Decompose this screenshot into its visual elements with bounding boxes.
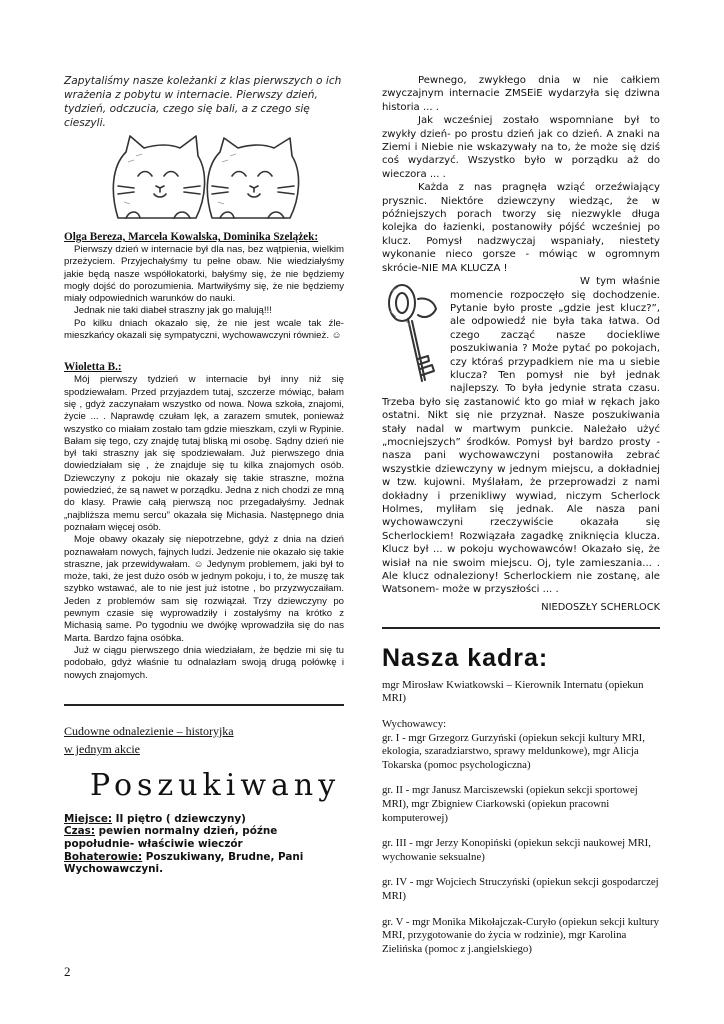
- meta-value: II piętro ( dziewczyny): [112, 812, 246, 825]
- staff-section: [382, 643, 660, 957]
- section-first-day: [64, 230, 344, 342]
- section-2-paragraph: Już w ciągu pierwszego dnia wiedziałam, że będzie mi się tu podobało, gdyż właśnie tu odnalazłam swoją drugą połówkę i nowych znajomych.: [64, 644, 344, 681]
- left-column: [64, 74, 344, 876]
- section-1-paragraph: Pierwszy dzień w internacie był dla nas, bez wątpienia, wielkim przeżyciem. Przyjechałyśmy tu pełne obaw. Nie wiedziałyśmy jakie będą nasze współlokatorki, bałyśmy się, że nie będziemy mogły dojść do porozumienia. Martwiłyśmy się, że nie będziemy miały odpowiednich warunków do nauki.: [64, 244, 344, 305]
- staff-group: gr. IV - mgr Wojciech Struczyński (opiekun sekcji gospodarczej MRI): [382, 876, 659, 902]
- intro-text: Zapytaliśmy nasze koleżanki z klas pierwszych o ich wrażenia z pobytu w internacie. Pierwszy dzień, tydzień, odczucia, czego się bali, a z czego się cieszyli.: [64, 75, 342, 129]
- staff-group: gr. III - mgr Jerzy Konopiński (opiekun sekcji naukowej MRI, wychowanie seksualne): [382, 837, 651, 863]
- story-paragraph: Pewnego, zwykłego dnia w nie całkiem zwyczajnym internacie ZMSEiE wydarzyła się dziwna historia ... .: [382, 75, 660, 113]
- column-divider: [382, 627, 660, 629]
- story-header: [64, 722, 344, 803]
- meta-key: Czas:: [64, 825, 96, 838]
- staff-group: gr. I - mgr Grzegorz Gurzyński (opiekun sekcji kultury MRI, ekologia, szaradziarstwo, sprawy meldunkowe), mgr Alicja Tokarska (pomoc psychologiczna): [382, 731, 645, 771]
- story-meta: [64, 813, 344, 876]
- story-signature: NIEDOSZŁY SCHERLOCK: [541, 601, 660, 613]
- meta-value: pewien normalny dzień, późne popołudnie- właściwie wieczór: [64, 825, 278, 850]
- section-first-week: [64, 360, 344, 681]
- meta-value: Poszukiwany, Brudne, Pani Wychowawczyni.: [64, 850, 304, 876]
- meta-line: [64, 813, 344, 826]
- key-drawing-icon: [382, 277, 442, 395]
- staff-head: mgr Mirosław Kwiatkowski – Kierownik Internatu (opiekun MRI): [382, 678, 644, 705]
- meta-line: [64, 851, 344, 876]
- meta-key: Miejsce:: [64, 812, 113, 825]
- staff-label: Wychowawcy:: [382, 718, 447, 731]
- story-subtitle-line-1: Cudowne odnalezienie – historyjka: [64, 723, 234, 738]
- cats-drawing-icon: [104, 132, 304, 228]
- section-1-paragraph: Jednak nie taki diabeł straszny jak go malują!!!: [74, 305, 272, 317]
- staff-group: gr. V - mgr Monika Mikołajczak-Curyło (opiekun sekcji kultury MRI, przygotowanie do życia w rodzinie), mgr Karolina Zielińska (pomoc z j.angielskiego): [382, 915, 659, 955]
- staff-title: Nasza kadra:: [382, 643, 549, 672]
- page-number: 2: [64, 964, 71, 979]
- meta-line: [64, 825, 344, 850]
- column-divider: [64, 704, 344, 706]
- meta-key: Bohaterowie:: [64, 850, 143, 863]
- right-column: [382, 74, 660, 956]
- story-subtitle-line-2: w jednym akcie: [64, 741, 140, 756]
- story-paragraph: W tym właśnie momencie rozpoczęło się dochodzenie. Pytanie było proste „gdzie jest klucz?”, ale odpowiedź nie była taka łatwa. Od czego zacząć nasze dociekliwe poszukiwania ? Może pytać po pokojach, czy któraś przypadkiem nie ma u siebie klucza? Ten pomysł nie był jednak najlepszy. To była jedynie strata czasu. Trzeba było się zastanowić kto go miał w rękach jako ostatni. Nikt się nie przyznał. Nasze poszukiwania stały nadal w martwym punkcie. Należało użyć „mocniejszych” środków. Pomysł był bardzo prosty - nasza pani wychowawczyni postanowiła zebrać wszystkie dziewczyny w jednym miejscu, a dokładniej w tzw. kujowni. Myślałam, że przeprowadzi z nami dokładny i przenikliwy wywiad, niczym Scherlock Holmes, myliłam się jednak. Ale nasza pani wychowawczyni rzeczywiście okazała się Scherlockiem! Rozwiązała zagadkę zniknięcia klucza. Klucz był ... w pokoju wychowawców! Okazało się, że wisiał na nie swoim miejscu. Oj, tyle zamieszania... . Ale klucz odnaleziony! Scherlockiem nie zostanę, ale Watsonem- może w przyszłości ... .: [382, 276, 660, 596]
- section-2-author: Wioletta B.:: [64, 361, 122, 374]
- section-2-paragraph: Moje obawy okazały się niepotrzebne, gdyż z dnia na dzień poznawałam nowych, fajnych ludzi. Jedzenie nie okazało się takie straszne, jak przewidywałam. ☺ Jedynym problemem, jaki był to może, taki, że jest dużo osób w jednym pokoju, i to, że muszę tak szybko wstawać, ale to nie jest już istotne , bo przyzwyczaiłam. Jeden z problemów sam się rozwiązał. Trzy dziewczyny po pewnym czasie się wyprowadziły i zostałyśmy na krótko z Michasią same. Po tygodniu we dwójkę wprowadziła się do nas Marta. Bardzo fajna osóbka.: [64, 534, 344, 644]
- story-text: [382, 74, 660, 597]
- section-2-paragraph: Mój pierwszy tydzień w internacie był inny niż się spodziewałam. Przed przyjazdem tutaj, szczerze mówiąc, bałam się , gdyż zaczynałam wszystko od nowa. Nowa szkoła, znajomi, życie ... . Naprawdę czułam lęk, a zarazem smutek, ponieważ wszystko co miałam zostało tam gdzie mieszkam, czyli w Rypinie. Bałam się tego, czy znajdę tutaj bliską mi osobę. Sądny dzień nie był taki straszny jak się spodziewałam. Już pierwszego dnia dowiedziałam się , że znajduje się tu kilka znajomych osób. Dziewczyny z pokoju nie okazały się takie straszne, można powiedzieć, że są nawet w porządku. Jedna z nich chodzi ze mną do klasy. Prawie całą pierwszą noc przegadałyśmy. Jednak „najbliższa memu sercu” okazała się Michasia. Następnego dnia poznałam więcej osób.: [64, 374, 344, 533]
- section-1-paragraph: Po kilku dniach okazało się, że nie jest wcale tak źle- mieszkańcy okazali się sympatyczni, wychowawczyni również. ☺: [64, 317, 344, 342]
- story-paragraph: Każda z nas pragnęła wziąć orzeźwiający prysznic. Niektóre dziewczyny wiedząc, że w późniejszych porach tworzy się niezwykle długa kolejka do łazienki, postanowiły pójść wcześniej po klucz. Pomysł nadzwyczaj wspaniały, niestety wykonanie nieco gorsze - mówiąc w ogromnym skrócie-NIE MA KLUCZA !: [382, 182, 660, 274]
- story-paragraph: Jak wcześniej zostało wspomniane był to zwykły dzień- po prostu dzień jak co dzień. A znaki na Ziemi i Niebie nie wskazywały na to, że może się dziś coś wydarzyć. Wszystko było w porządku aż do wieczora ... .: [382, 115, 660, 180]
- staff-group: gr. II - mgr Janusz Marciszewski (opiekun sekcji sportowej MRI), mgr Zbigniew Ciarkowski (opiekun pracowni komputerowej): [382, 784, 638, 824]
- section-1-authors: Olga Bereza, Marcela Kowalska, Dominika Szelążek:: [64, 231, 319, 243]
- story-title: Poszukiwany: [90, 767, 341, 803]
